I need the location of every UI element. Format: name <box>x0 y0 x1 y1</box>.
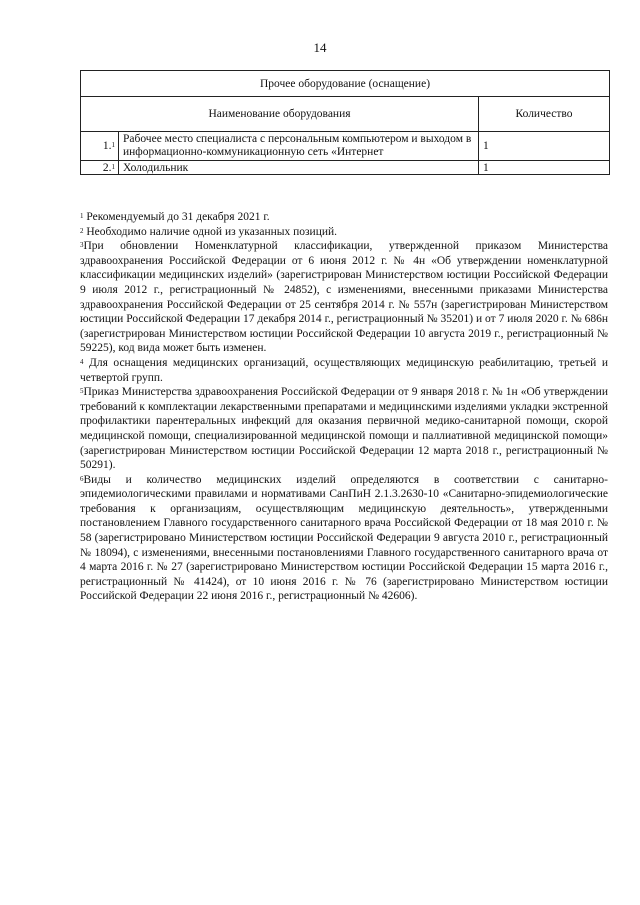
footnote: $^5$Приказ Министерства здравоохранения Российской Федерации от 9 января 2018 г. № 1н «Об утверждении требований к комплектации лекарственными препаратами и медицинскими изделиями укладки экстренной профилактики парентеральных инфекций для оказания первичной медико-санитарной помощи, скорой медицинской помощи, специализированной медицинской помощи и паллиативной медицинской помощи» (зарегистрирован Министерством юстиции Российской Федерации 12 марта 2018 г., регистрационный № 50291). <box>80 386 608 472</box>
footnote: $^6$Виды и количество медицинских изделий определяются в соответствии с санитарно-эпидемиологическими правилами и нормативами СанПиН 2.1.3.2630-10 «Санитарно-эпидемиологические требования к организациям, осуществляющим медицинскую деятельность», утвержденными постановлением Главного государственного санитарного врача Российской Федерации от 18 мая 2010 г. № 58 (зарегистрировано Министерством юстиции Российской Федерации 9 августа 2010 г., регистрационный № 18094), с изменениями, внесенными постановлениями Главного государственного санитарного врача от 4 марта 2016 г. № 27 (зарегистрировано Министерством юстиции Российской Федерации 15 марта 2016 г., регистрационный № 41424), от 10 июня 2016 г. № 76 (зарегистрировано Министерством юстиции Российской Федерации 22 июня 2016 г., регистрационный № 42606). <box>80 473 608 603</box>
table-caption: Прочее оборудование (оснащение) <box>81 71 610 97</box>
footnote: $^4$ Для оснащения медицинских организаций, осуществляющих медицинскую реабилитацию, третьей и четвертой групп. <box>80 356 608 384</box>
table-row <box>81 132 610 161</box>
row-number: 2.$^1$ <box>81 161 119 175</box>
header-quantity: Количество <box>479 97 610 132</box>
row-name: Рабочее место специалиста с персональным компьютером и выходом в информационно-коммуникационную сеть «Интернет <box>119 132 479 161</box>
equipment-table <box>80 70 610 175</box>
footnote: $^1$ Рекомендуемый до 31 декабря 2021 г. <box>80 211 270 223</box>
row-quantity: 1 <box>479 132 610 161</box>
row-number: 1.$^1$ <box>81 132 119 161</box>
header-name: Наименование оборудования <box>81 97 479 132</box>
footnote: $^3$При обновлении Номенклатурной классификации, утвержденной приказом Министерства здравоохранения Российской Федерации от 6 июня 2012 г. № 4н «Об утверждении номенклатурной классификации медицинских изделий» (зарегистрирован Министерством юстиции Российской Федерации 9 июля 2012 г., регистрационный № 24852), с изменениями, внесенными приказами Министерства здравоохранения Российской Федерации от 25 сентября 2014 г. № 557н (зарегистрирован Министерством юстиции Российской Федерации 17 декабря 2014 г., регистрационный № 35201) и от 7 июля 2020 г. № 686н (зарегистрирован Министерством юстиции Российской Федерации 10 августа 2019 г., регистрационный № 59225), код вида может быть изменен. <box>80 240 608 355</box>
page-number: 14 <box>313 40 327 55</box>
table-row <box>81 161 610 175</box>
row-quantity: 1 <box>479 161 610 175</box>
row-name: Холодильник <box>119 161 479 175</box>
footnote: $^2$ Необходимо наличие одной из указанных позиций. <box>80 225 338 238</box>
footnotes <box>80 210 608 604</box>
